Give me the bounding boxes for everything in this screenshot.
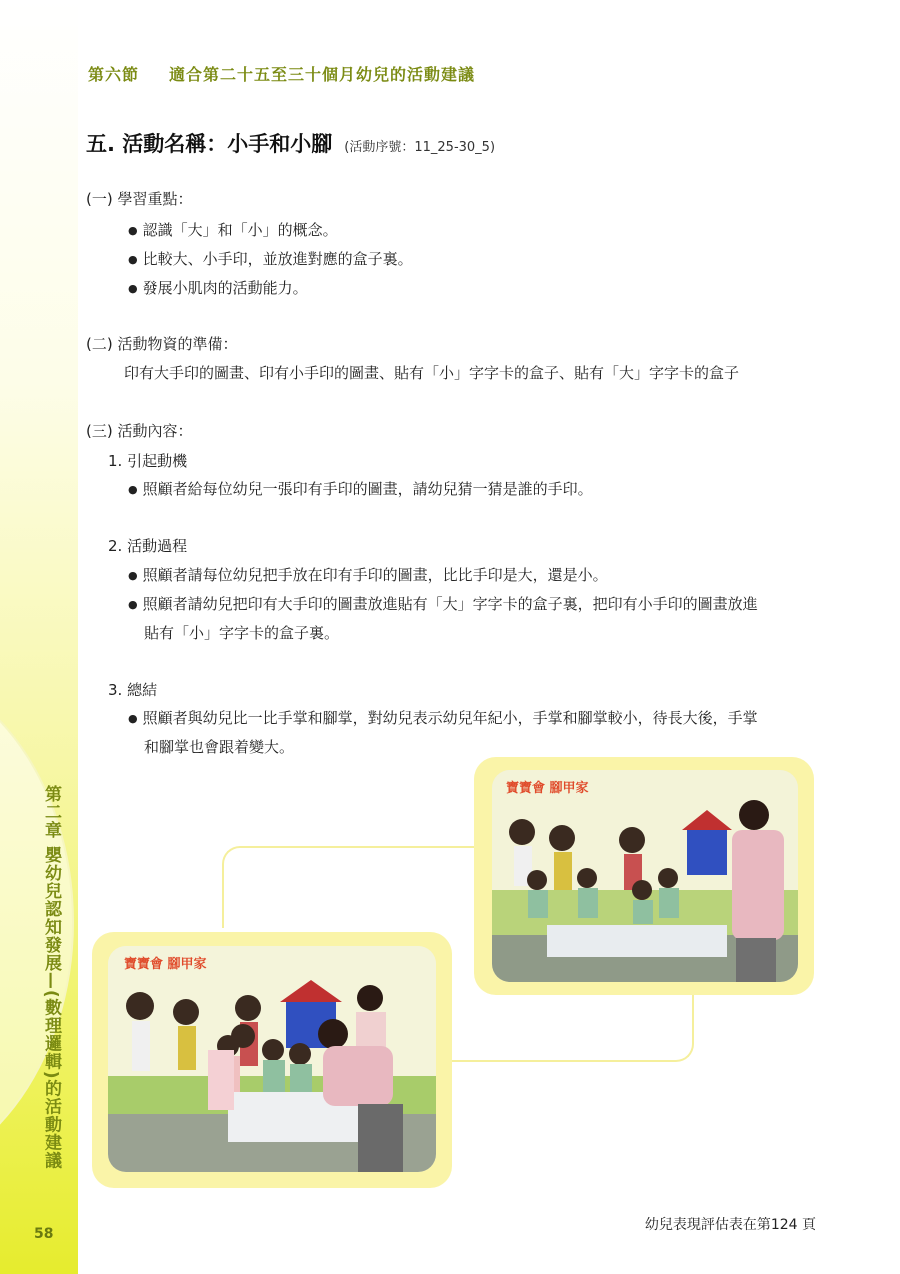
classroom-photo bbox=[492, 770, 798, 982]
step2-item-continuation: 貼有「小」字字卡的盒子裏。 bbox=[144, 624, 340, 642]
activity-title-row bbox=[86, 128, 495, 158]
activity-title: 五. 活動名稱：小手和小腳 bbox=[86, 132, 333, 156]
step2-heading: 2. 活動過程 bbox=[108, 537, 188, 555]
materials-heading: (二) 活動物資的準備： bbox=[86, 335, 238, 353]
svg-text:寶寶會 腳甲家: 寶寶會 腳甲家 bbox=[124, 957, 207, 972]
step1-heading: 1. 引起動機 bbox=[108, 452, 188, 470]
banner-text: 寶寶會 腳甲家 bbox=[506, 781, 589, 796]
assessment-reference: 幼兒表現評估表在第124 頁 bbox=[644, 1217, 816, 1233]
step3-item-continuation: 和腳掌也會跟着變大。 bbox=[144, 738, 295, 756]
learning-focus-item: ● 比較大、小手印，並放進對應的盒子裏。 bbox=[128, 248, 413, 269]
step3-item: ● 照顧者與幼兒比一比手掌和腳掌，對幼兒表示幼兒年紀小，手掌和腳掌較小，待長大後，手掌 bbox=[128, 707, 758, 728]
step2-item: ● 照顧者請幼兒把印有大手印的圖畫放進貼有「大」字字卡的盒子裏，把印有小手印的圖畫放進 bbox=[128, 593, 758, 614]
learning-focus-item: ● 發展小肌肉的活動能力。 bbox=[128, 277, 308, 298]
chapter-title: 第二章 嬰幼兒認知發展—(數理邏輯)的活動建議 bbox=[41, 785, 61, 1170]
section-header bbox=[88, 62, 475, 85]
learning-focus-heading: (一) 學習重點： bbox=[86, 190, 193, 208]
content-heading: (三) 活動內容： bbox=[86, 422, 193, 440]
frame-connector bbox=[222, 846, 494, 928]
step3-heading: 3. 總結 bbox=[108, 681, 158, 699]
classroom-photo bbox=[108, 946, 436, 1172]
page-number: 58 bbox=[34, 1226, 54, 1242]
step1-item: ● 照顧者給每位幼兒一張印有手印的圖畫，請幼兒猜一猜是誰的手印。 bbox=[128, 478, 593, 499]
frame-connector bbox=[440, 990, 694, 1062]
section-number: 第六節 bbox=[88, 65, 140, 84]
section-title: 適合第二十五至三十個月幼兒的活動建議 bbox=[169, 65, 476, 84]
activity-serial: (活動序號：11_25-30_5) bbox=[344, 140, 496, 155]
learning-focus-item: ● 認識「大」和「小」的概念。 bbox=[128, 219, 338, 240]
materials-text: 印有大手印的圖畫、印有小手印的圖畫、貼有「小」字字卡的盒子、貼有「大」字字卡的盒子 bbox=[124, 364, 740, 382]
step2-item: ● 照顧者請每位幼兒把手放在印有手印的圖畫，比比手印是大，還是小。 bbox=[128, 564, 608, 585]
